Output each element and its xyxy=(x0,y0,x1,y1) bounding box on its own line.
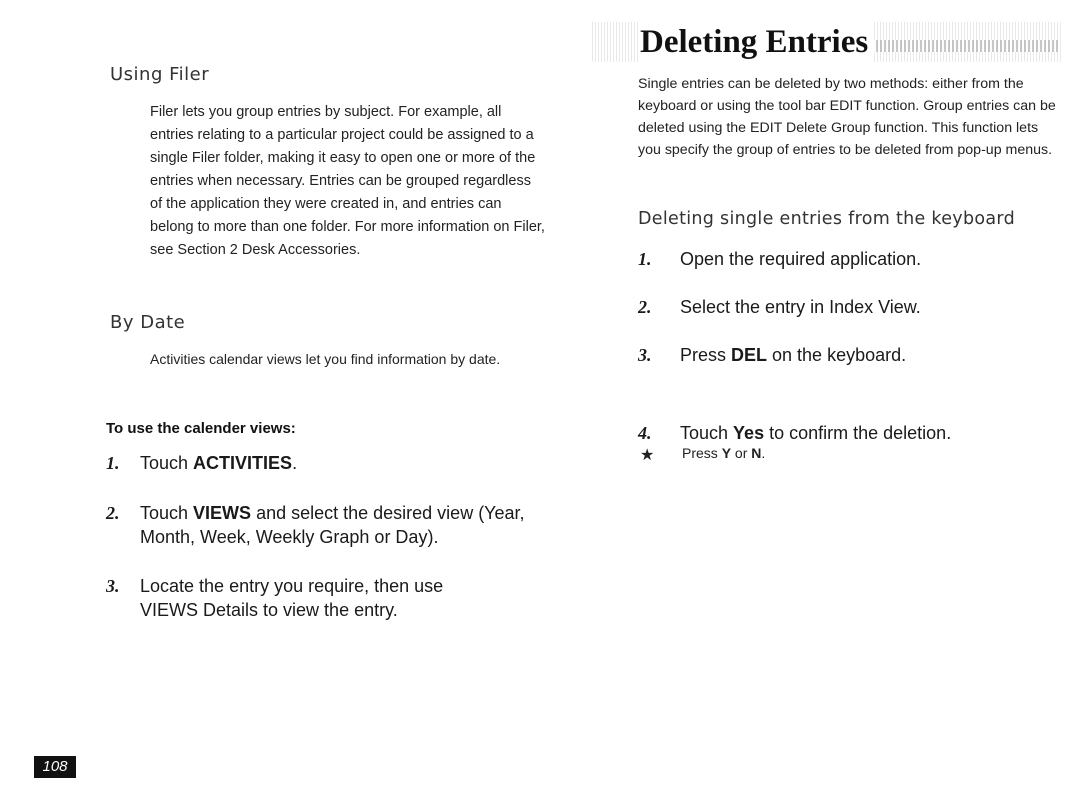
left-step-1: 1. Touch ACTIVITIES. xyxy=(106,453,298,473)
by-date-paragraph: Activities calendar views let you find information by date. xyxy=(150,351,501,367)
page-title: Deleting Entries xyxy=(638,22,874,62)
step-number: 3. xyxy=(638,345,652,365)
page-number: 108 xyxy=(34,756,76,778)
tip-note: ★ Press Y or N. xyxy=(640,445,766,464)
keyboard-heading: Deleting single entries from the keyboard xyxy=(638,209,1015,229)
step-number: 4. xyxy=(638,423,652,443)
intro-paragraph: Single entries can be deleted by two methods: either from the keyboard or using the tool bar EDIT function. Group entries can be deleted using the EDIT Delete Group function. This function lets you specify the group of entries to be deleted from pop-up menus. xyxy=(638,76,1056,158)
right-step-2: 2. Select the entry in Index View. xyxy=(638,297,921,317)
filer-heading: Using Filer xyxy=(110,64,210,85)
views-subheading: To use the calender views: xyxy=(106,420,296,437)
right-step-4: 4. Touch Yes to confirm the deletion. xyxy=(638,423,952,443)
left-step-3: 3. Locate the entry you require, then use VIEWS Details to view the entry. xyxy=(106,576,444,620)
step-number: 2. xyxy=(638,297,652,317)
left-step-2: 2. Touch VIEWS and select the desired view (Year, Month, Week, Weekly Graph or Day). xyxy=(106,503,525,547)
by-date-heading: By Date xyxy=(110,312,186,333)
step-number: 2. xyxy=(106,503,120,523)
step-number: 1. xyxy=(638,249,652,269)
step-number: 3. xyxy=(106,576,120,596)
step-number: 1. xyxy=(106,453,120,473)
star-icon: ★ xyxy=(640,447,655,464)
right-step-3: 3. Press DEL on the keyboard. xyxy=(638,345,907,365)
filer-paragraph: Filer lets you group entries by subject. For example, all entries relating to a particular project could be assigned to a single Filer folder, making it easy to open one or more of the entries when necessary. Entries can be grouped regardless of the application they were created in, and entries can belong to more than one folder. For more information on Filer, see Section 2 Desk Accessories. xyxy=(150,104,545,258)
right-step-1: 1. Open the required application. xyxy=(638,249,922,269)
